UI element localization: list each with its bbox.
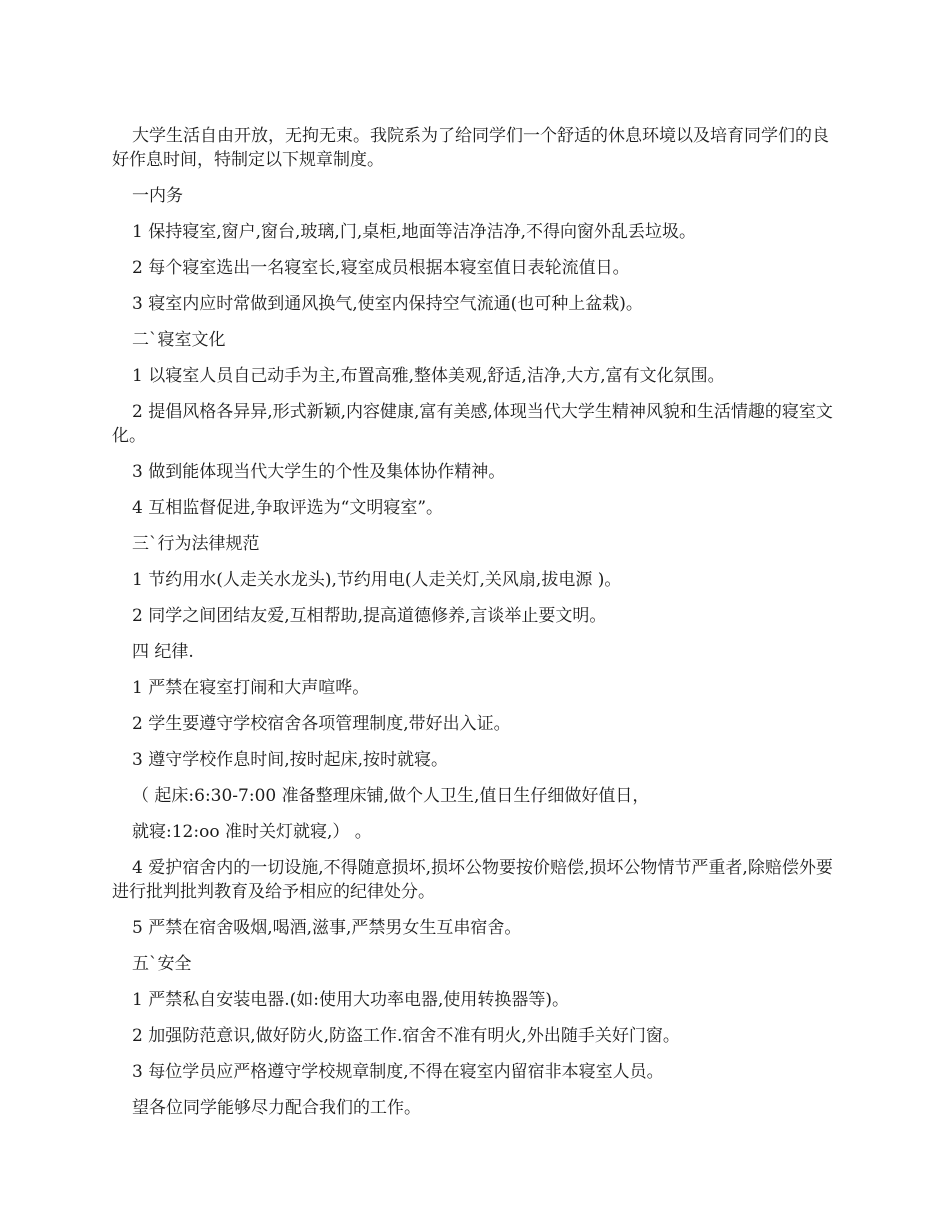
list-item: 2 每个寝室选出一名寝室长,寝室成员根据本寝室值日表轮流值日。 — [132, 258, 630, 278]
document-body — [112, 124, 842, 1132]
list-item: 5 严禁在宿舍吸烟,喝酒,滋事,严禁男女生互串宿舍。 — [132, 918, 522, 938]
list-item: 3 每位学员应严格遵守学校规章制度,不得在寝室内留宿非本寝室人员。 — [132, 1062, 664, 1082]
section-heading-housekeeping: 一内务 — [132, 186, 183, 206]
intro-paragraph: 大学生活自由开放，无拘无束。我院系为了给同学们一个舒适的休息环境以及培育同学们的良好作息时间，特制定以下规章制度。 — [112, 126, 829, 170]
list-item: 4 互相监督促进,争取评选为“文明寝室”。 — [132, 498, 444, 518]
list-item: 1 严禁在寝室打闹和大声喧哗。 — [132, 678, 370, 698]
closing-paragraph: 望各位同学能够尽力配合我们的工作。 — [132, 1098, 421, 1118]
schedule-note: （ 起床:6:30-7:00 准备整理床铺,做个人卫生,值日生仔细做好值日， — [132, 786, 650, 806]
list-item: 4 爱护宿舍内的一切设施,不得随意损坏,损坏公物要按价赔偿,损坏公物情节严重者,除赔偿外要进行批判批判教育及给予相应的纪律处分。 — [112, 858, 833, 902]
schedule-note: 就寝:12:oo 准时关灯就寝,） 。 — [132, 822, 372, 842]
list-item: 2 学生要遵守学校宿舍各项管理制度,带好出入证。 — [132, 714, 511, 734]
list-item: 1 以寝室人员自己动手为主,布置高雅,整体美观,舒适,洁净,大方,富有文化氛围。 — [132, 366, 725, 386]
section-heading-dorm-culture: 二`寝室文化 — [132, 330, 226, 350]
list-item: 1 保持寝室,窗户,窗台,玻璃,门,桌柜,地面等洁净洁净,不得向窗外乱丢垃圾。 — [132, 222, 697, 242]
section-heading-discipline: 四 纪律. — [132, 642, 194, 662]
list-item: 2 加强防范意识,做好防火,防盗工作.宿舍不准有明火,外出随手关好门窗。 — [132, 1026, 680, 1046]
section-heading-safety: 五`安全 — [132, 954, 192, 974]
list-item: 2 提倡风格各异异,形式新颖,内容健康,富有美感,体现当代大学生精神风貌和生活情趣的寝室文化。 — [112, 402, 833, 446]
section-heading-conduct: 三`行为法律规范 — [132, 534, 260, 554]
list-item: 2 同学之间团结友爱,互相帮助,提高道德修养,言谈举止要文明。 — [132, 606, 607, 626]
list-item: 3 寝室内应时常做到通风换气,使室内保持空气流通(也可种上盆栽)。 — [132, 294, 643, 314]
list-item: 3 遵守学校作息时间,按时起床,按时就寝。 — [132, 750, 449, 770]
list-item: 3 做到能体现当代大学生的个性及集体协作精神。 — [132, 462, 506, 482]
list-item: 1 节约用水(人走关水龙头),节约用电(人走关灯,关风扇,拔电源 )。 — [132, 570, 622, 590]
list-item: 1 严禁私自安装电器.(如:使用大功率电器,使用转换器等)。 — [132, 990, 570, 1010]
